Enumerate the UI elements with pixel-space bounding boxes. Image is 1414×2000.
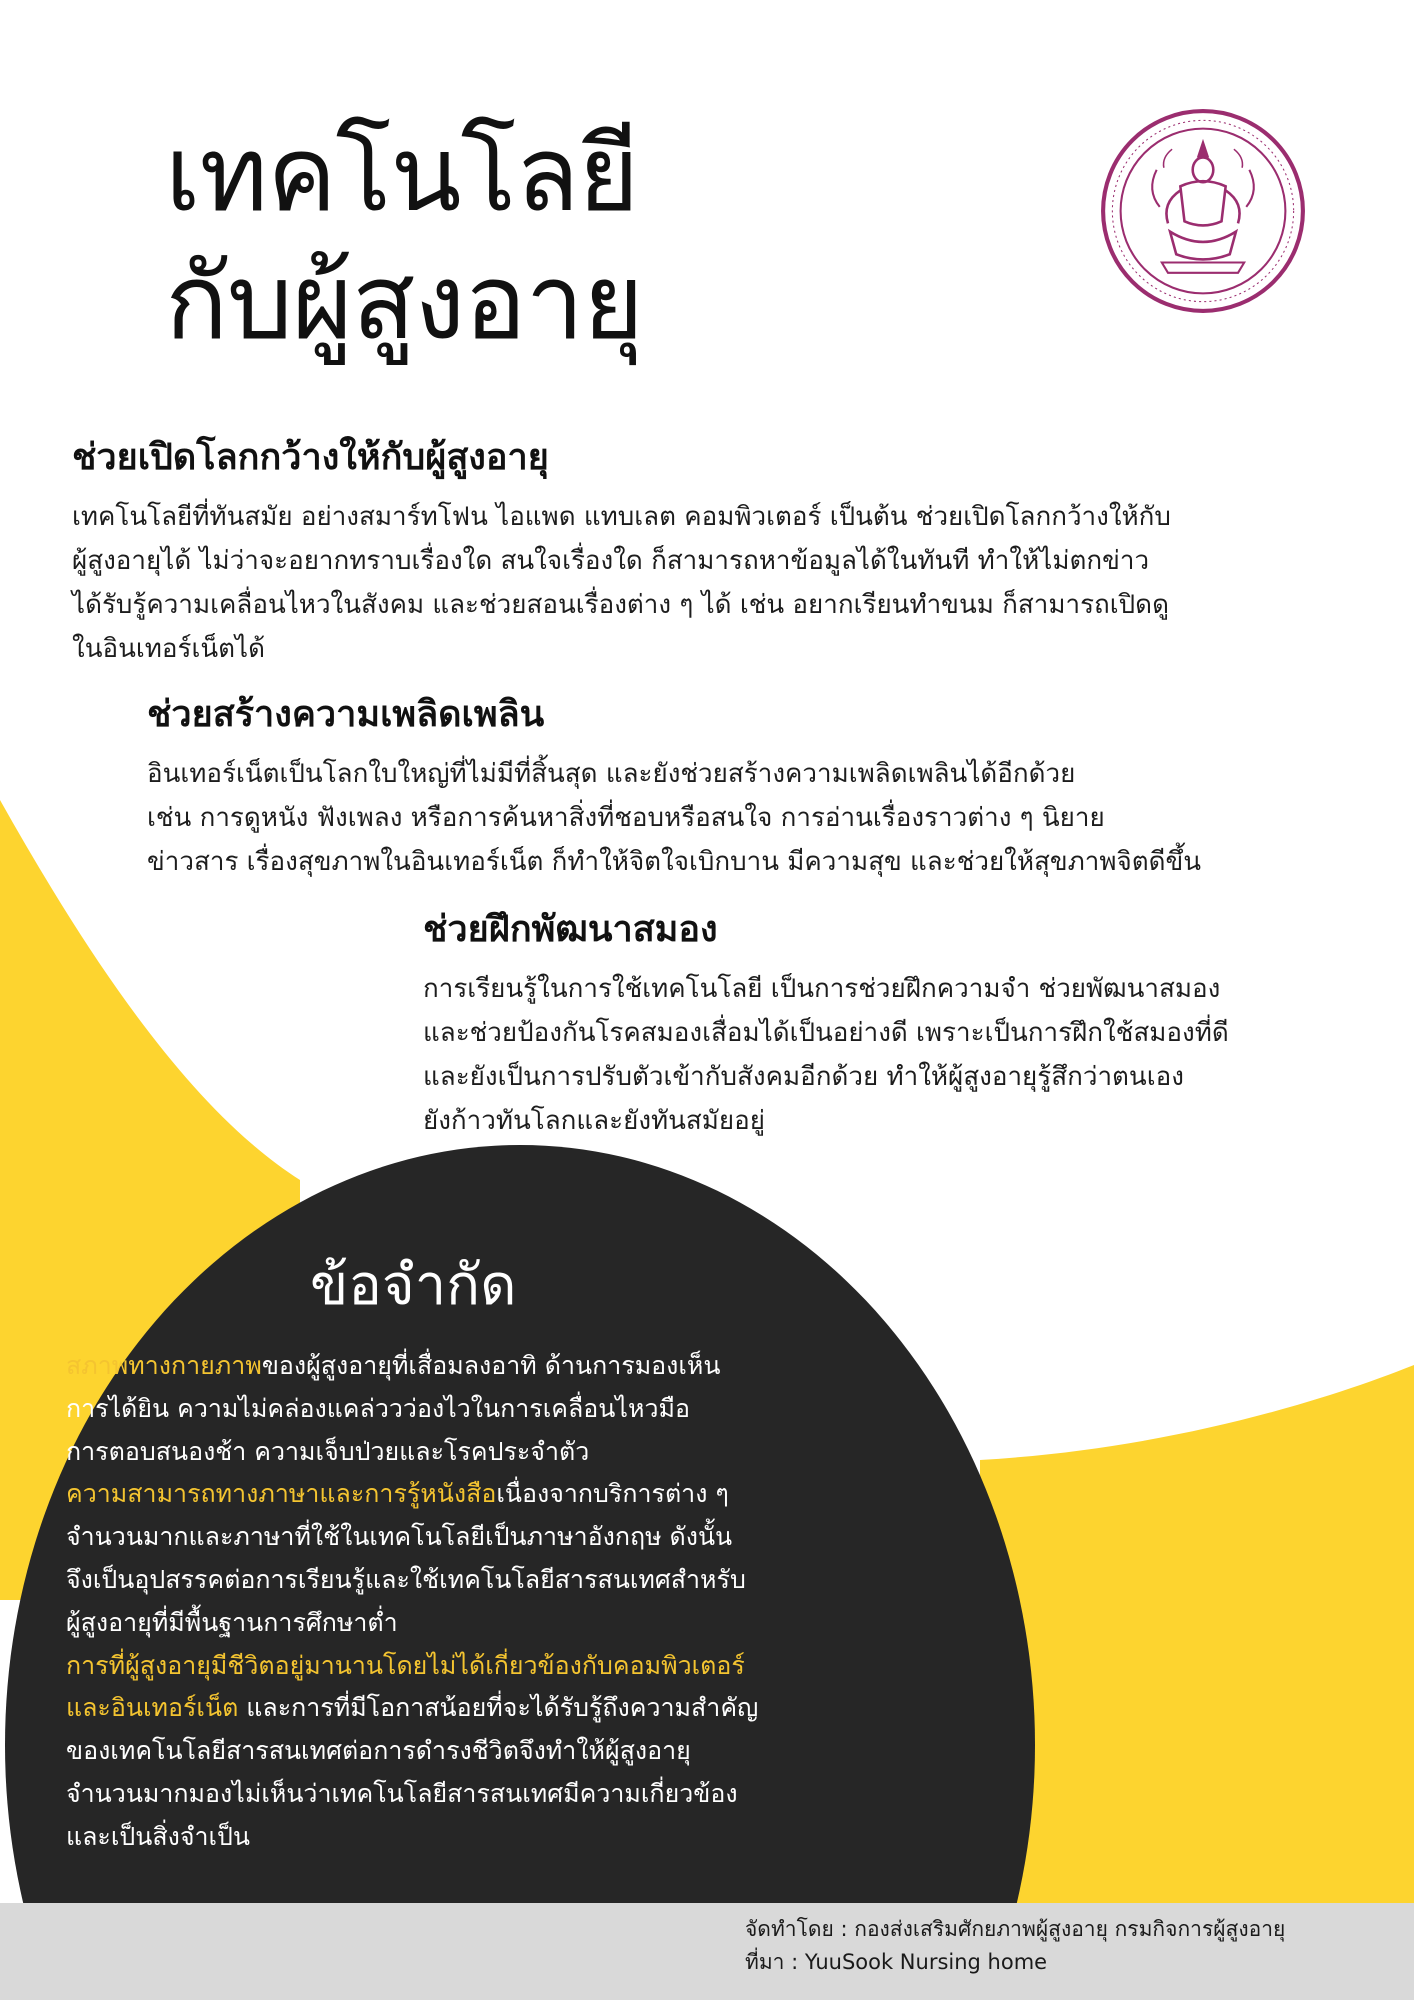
limitations-text: เนื่องจากบริการต่าง ๆ	[496, 1479, 729, 1509]
limitations-line	[66, 1473, 758, 1516]
limitations-text: และการที่มีโอกาสน้อยที่จะได้รับรู้ถึงความสำคัญ	[238, 1693, 759, 1723]
highlight-physical: สภาพทางกายภาพ	[66, 1351, 262, 1380]
limitations-line: จำนวนมากมองไม่เห็นว่าเทคโนโลยีสารสนเทศมีความเกี่ยวข้อง	[66, 1778, 738, 1808]
limitations-title: ข้อจำกัด	[310, 1253, 517, 1318]
section-body-line: และช่วยป้องกันโรคสมองเสื่อมได้เป็นอย่างดี เพราะเป็นการฝึกใช้สมองที่ดี	[423, 1018, 1229, 1048]
footer-source: ที่มา : YuuSook Nursing home	[745, 1950, 1048, 1974]
footer-credits	[745, 1913, 1285, 1979]
limitations-line: ผู้สูงอายุที่มีพื้นฐานการศึกษาต่ำ	[66, 1607, 398, 1637]
section-heading: ช่วยฝึกพัฒนาสมอง	[423, 909, 718, 950]
section-body-line: และยังเป็นการปรับตัวเข้ากับสังคมอีกด้วย ทำให้ผู้สูงอายุรู้สึกว่าตนเอง	[423, 1062, 1184, 1092]
limitations-text: ของผู้สูงอายุที่เสื่อมลงอาทิ ด้านการมองเห็น	[261, 1351, 721, 1380]
limitations-line: จึงเป็นอุปสรรคต่อการเรียนรู้และใช้เทคโนโลยีสารสนเทศสำหรับ	[66, 1564, 746, 1594]
section-body-line: ในอินเทอร์เน็ตได้	[72, 634, 265, 664]
section-open-world	[72, 428, 1171, 671]
yellow-right-wave	[980, 1365, 1414, 1905]
section-body-line: ข่าวสาร เรื่องสุขภาพในอินเทอร์เน็ต ก็ทำให้จิตใจเบิกบาน มีความสุข และช่วยให้สุขภาพจิตดีขึ้น	[147, 847, 1202, 877]
limitations-line: จำนวนมากและภาษาที่ใช้ในเทคโนโลยีเป็นภาษาอังกฤษ ดังนั้น	[66, 1522, 733, 1552]
limitations-line	[66, 1345, 758, 1388]
section-enjoyment	[147, 685, 1201, 884]
section-brain-training	[423, 900, 1229, 1143]
section-body	[423, 967, 1229, 1143]
limitations-line: และเป็นสิ่งจำเป็น	[66, 1821, 251, 1851]
section-heading: ช่วยสร้างความเพลิดเพลิน	[147, 694, 545, 735]
section-body-line: เทคโนโลยีที่ทันสมัย อย่างสมาร์ทโฟน ไอแพด แทบเลต คอมพิวเตอร์ เป็นต้น ช่วยเปิดโลกกว้างให้กับ	[72, 502, 1171, 532]
section-body-line: เช่น การดูหนัง ฟังเพลง หรือการค้นหาสิ่งที่ชอบหรือสนใจ การอ่านเรื่องราวต่าง ๆ นิยาย	[147, 803, 1105, 833]
page-title-line-2: กับผู้สูงอายุ	[165, 241, 643, 363]
limitations-line: การได้ยิน ความไม่คล่องแคล่ววว่องไวในการเคลื่อนไหวมือ	[66, 1393, 690, 1423]
section-heading: ช่วยเปิดโลกกว้างให้กับผู้สูงอายุ	[72, 437, 549, 478]
section-body-line: ผู้สูงอายุได้ ไม่ว่าจะอยากทราบเรื่องใด สนใจเรื่องใด ก็สามารถหาข้อมูลได้ในทันที ทำให้ไม่ตกข่าว	[72, 546, 1150, 576]
section-body-line: ยังก้าวทันโลกและยังทันสมัยอยู่	[423, 1106, 766, 1136]
section-body	[147, 752, 1201, 884]
section-body-line: ได้รับรู้ความเคลื่อนไหวในสังคม และช่วยสอนเรื่องต่าง ๆ ได้ เช่น อยากเรียนทำขนม ก็สามารถเปิดดู	[72, 590, 1169, 620]
page-title-line-1: เทคโนโลยี	[165, 113, 639, 235]
limitations-line: การตอบสนองช้า ความเจ็บป่วยและโรคประจำตัว	[66, 1436, 590, 1466]
page-title	[165, 110, 643, 366]
section-body	[72, 495, 1171, 671]
highlight-experience: การที่ผู้สูงอายุมีชีวิตอยู่มานานโดยไม่ได้เกี่ยวข้องกับคอมพิวเตอร์	[66, 1650, 745, 1680]
highlight-experience-cont: และอินเทอร์เน็ต	[66, 1693, 239, 1723]
limitations-line: ของเทคโนโลยีสารสนเทศต่อการดำรงชีวิตจึงทำให้ผู้สูงอายุ	[66, 1736, 691, 1766]
section-body-line: การเรียนรู้ในการใช้เทคโนโลยี เป็นการช่วยฝึกความจำ ช่วยพัฒนาสมอง	[423, 974, 1221, 1004]
section-body-line: อินเทอร์เน็ตเป็นโลกใบใหญ่ที่ไม่มีที่สิ้นสุด และยังช่วยสร้างความเพลิดเพลินได้อีกด้วย	[147, 759, 1076, 789]
limitations-line	[66, 1687, 758, 1730]
limitations-body	[66, 1345, 758, 1859]
footer-organizer: จัดทำโดย : กองส่งเสริมศักยภาพผู้สูงอายุ กรมกิจการผู้สูงอายุ	[745, 1917, 1286, 1941]
royal-seal-icon	[1100, 108, 1306, 314]
highlight-language: ความสามารถทางภาษาและการรู้หนังสือ	[66, 1479, 497, 1509]
